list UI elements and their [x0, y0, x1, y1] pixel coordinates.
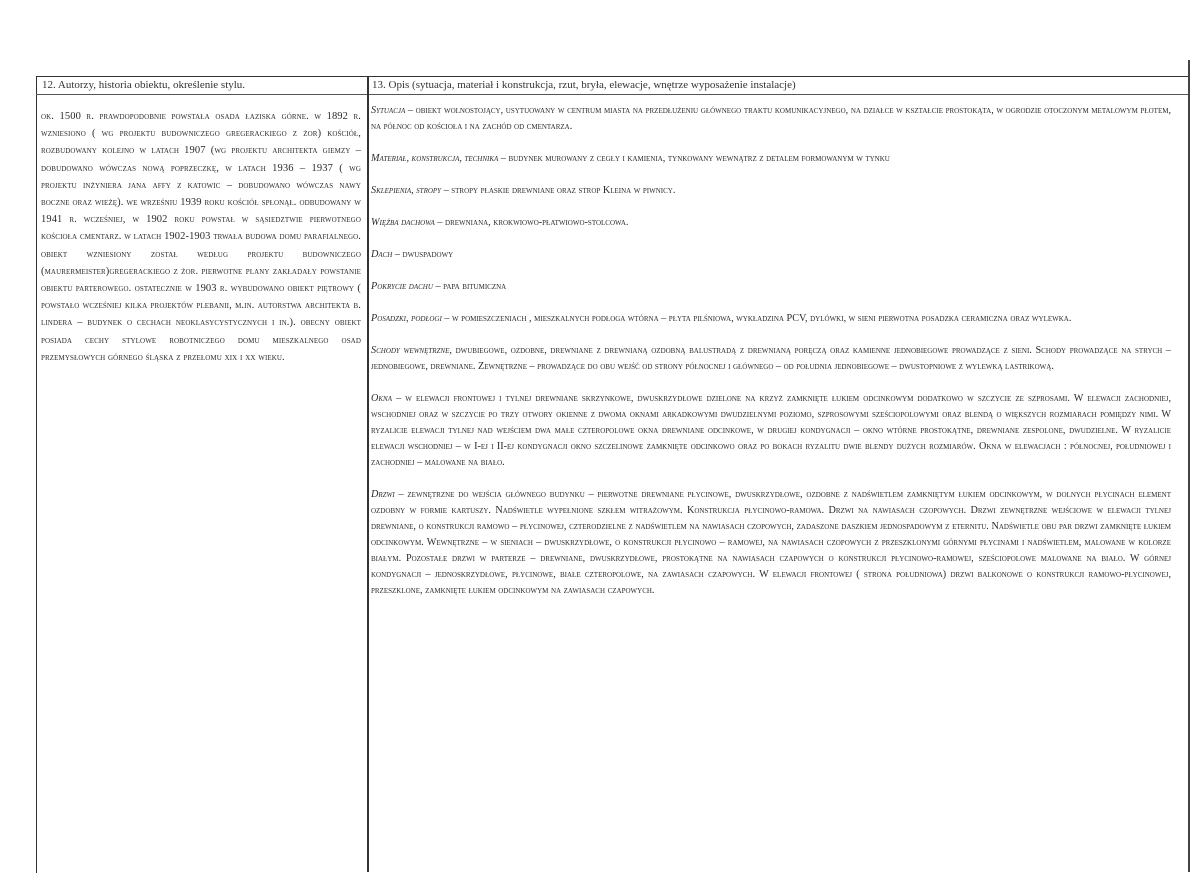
section-label: Drzwi — [371, 489, 395, 500]
section-dach — [371, 247, 1171, 263]
section-13-header: 13. Opis (sytuacja, materiał i konstrukcja, rzut, bryła, elewacje, wnętrze wyposażenie instalacje) — [372, 79, 796, 91]
section-text: – w pomieszczeniach , mieszkalnych podłoga wtórna – płyta pilśniowa, wykładzina PCV, dylówki, w sieni pierwotna posadzka ceramiczna oraz wylewka. — [441, 313, 1072, 324]
section-text: – obiekt wolnostojący, usytuowany w centrum miasta na przedłużeniu głównego traktu komunikacyjnego, na działce w kształcie prostokąta, w ogrodzie otoczonym metalowym płotem, na północ od kościoła i na zachód od cmentarza. — [371, 105, 1171, 132]
history-text — [41, 108, 361, 366]
section-sklepienia — [371, 183, 1171, 199]
header-rule — [36, 94, 1188, 95]
section-text: – budynek murowany z cegły i kamienia, tynkowany wewnątrz z detalem formowanym w tynku — [498, 153, 890, 164]
section-text: – dwuspadowy — [392, 249, 454, 260]
section-posadzki — [371, 311, 1171, 327]
section-label: Sytuacja — [371, 105, 406, 116]
section-text: – papa bitumiczna — [432, 281, 507, 292]
section-drzwi — [371, 487, 1171, 599]
section-text: – w elewacji frontowej i tylnej drewniane skrzynkowe, dwuskrzydłowe dzielone na krzyż zamknięte łukiem odcinkowym dodatkowo w szczycie ze szprosami. W elewacji zachodniej, wschodniej oraz w szczycie po trzy otwory okienne z dwoma oknami arkadkowymi dwudzielnymi poziomo, szprosowymi sześciopolowymi oraz blendą o większych rozmiarach pomiędzy nimi. W ryzalicie elewacji tylnej nad wejściem dwa małe czteropolowe okna drewniane odcinkowe, w drugiej kondygnacji – okno wtórne prostokątne, drewniane zespolone, dwudzielne. W ryzalicie elewacji wschodniej – w I-ej i II-ej kondygnacji okno szczelinowe zamknięte odcinkowo oraz po bokach ryzalitu dwie blendy dużych rozmiarów. Okna w elewacjach : północnej, południowej i zachodniej – malowane na biało. — [371, 393, 1171, 468]
section-label: Pokrycie dachu — [371, 281, 433, 292]
column-divider — [367, 76, 369, 872]
section-wiezba — [371, 215, 1171, 231]
section-label: Sklepienia, stropy — [371, 185, 442, 196]
section-label: Dach — [371, 249, 393, 260]
section-label: Okna — [371, 393, 392, 404]
section-material — [371, 151, 1171, 167]
section-text: – zewnętrzne do wejścia głównego budynku – pierwotne drewniane płycinowe, dwuskrzydłowe, ozdobne z nadświetlem zamkniętym łukiem odcinkowym, w dolnych płycinach element ozdobny w formie kartuszy. Nadświetle wypełnione szkłem witrażowym. Konstrukcja płycinowo-ramowa. Drzwi na nawiasach czopowych. Drzwi zewnętrzne wejściowe w elewacji tylnej drewniane, o konstrukcji ramowo – płycinowej, czterodzielne z nadświetlem na nawiasach czopowych, zadaszone daszkiem jednospadowym z eternitu. Nadświetle obu par drzwi zamknięte łukiem odcinkowym. Wewnętrzne – w sieniach – dwuskrzydłowe, o konstrukcji płycinowo – ramowej, na nawiasach czopowych z przeszklonymi górnymi płycinami i nadświetlem, malowane w kolorze białym. Pozostałe drzwi w parterze – drewniane, dwuskrzydłowe, prostokątne na nawiasach czapowych o konstrukcji płycinowo-ramowej, sześciopolowe malowane na biało. W górnej kondygnacji – jednoskrzydłowe, płycinowe, białe czteropolowe, na zawiasach czapowych. W elewacji frontowej ( strona południowa) drzwi balkonowe o konstrukcji ramowo-płycinowej, przeszklone, zamknięte łukiem odcinkowym na zawiasach czapowych. — [371, 489, 1171, 596]
section-text: – stropy płaskie drewniane oraz strop Kleina w piwnicy. — [441, 185, 676, 196]
section-sytuacja — [371, 103, 1171, 135]
section-text: – drewniana, krokwiowo-płatwiowo-stolcowa. — [434, 217, 629, 228]
section-text: , dwubiegowe, ozdobne, drewniane z drewnianą ozdobną balustradą z drewnianą poręczą oraz kamienne jednobiegowe prowadzące z sieni. Schody prowadzące na strych – jednobiegowe, drewniane. Zewnętrzne – prowadzące do obu wejść od strony północnej i głównego – od południa jednobiegowe – dwustopniowe z wylewką lastrikową. — [371, 345, 1171, 372]
section-label: Schody wewnętrzne — [371, 345, 450, 356]
section-label: Więźba dachowa — [371, 217, 435, 228]
section-label: Materiał, konstrukcja, technika — [371, 153, 499, 164]
page-edge — [1188, 60, 1190, 872]
history-paragraph: ok. 1500 r. prawdopodobnie powstała osada łaziska górne. w 1892 r. wzniesiono ( wg projektu budowniczego gregerackiego z żor) kościół, rozbudowany kolejno w latach 1907 (wg projektu architekta giemzy – dobudowano wówczas nową poprzeczkę, w latach 1936 – 1937 ( wg projektu inżyniera jana affy z katowic – dobudowano wówczas nawy boczne oraz wieżę). we wrześniu 1939 roku kościół spłonął. odbudowany w 1941 r. wcześniej, w 1902 roku powstał w sąsiedztwie pierwotnego kościoła cmentarz. w latach 1902-1903 trwała budowa domu parafialnego. obiekt wzniesiony został według projektu budowniczego (maurermeister)gregerackiego z żor. pierwotne plany zakładały powstanie obiektu parterowego. ostatecznie w 1903 r. wybudowano obiekt piętrowy ( powstało wcześniej kilka projektów plebanii, m.in. autorstwa architekta b. lindera – budynek o cechach neoklasycystycznych i in.). obecny obiekt posiada cechy stylowe robotniczego domu mieszkalnego osad przemysłowych górnego śląska z przełomu xix i xx wieku. — [41, 111, 361, 363]
section-schody — [371, 343, 1171, 375]
section-label: Posadzki, podłogi — [371, 313, 442, 324]
section-okna — [371, 391, 1171, 471]
description-column — [371, 103, 1171, 599]
section-12-header: 12. Autorzy, historia obiektu, określenie stylu. — [42, 79, 246, 91]
section-pokrycie — [371, 279, 1171, 295]
